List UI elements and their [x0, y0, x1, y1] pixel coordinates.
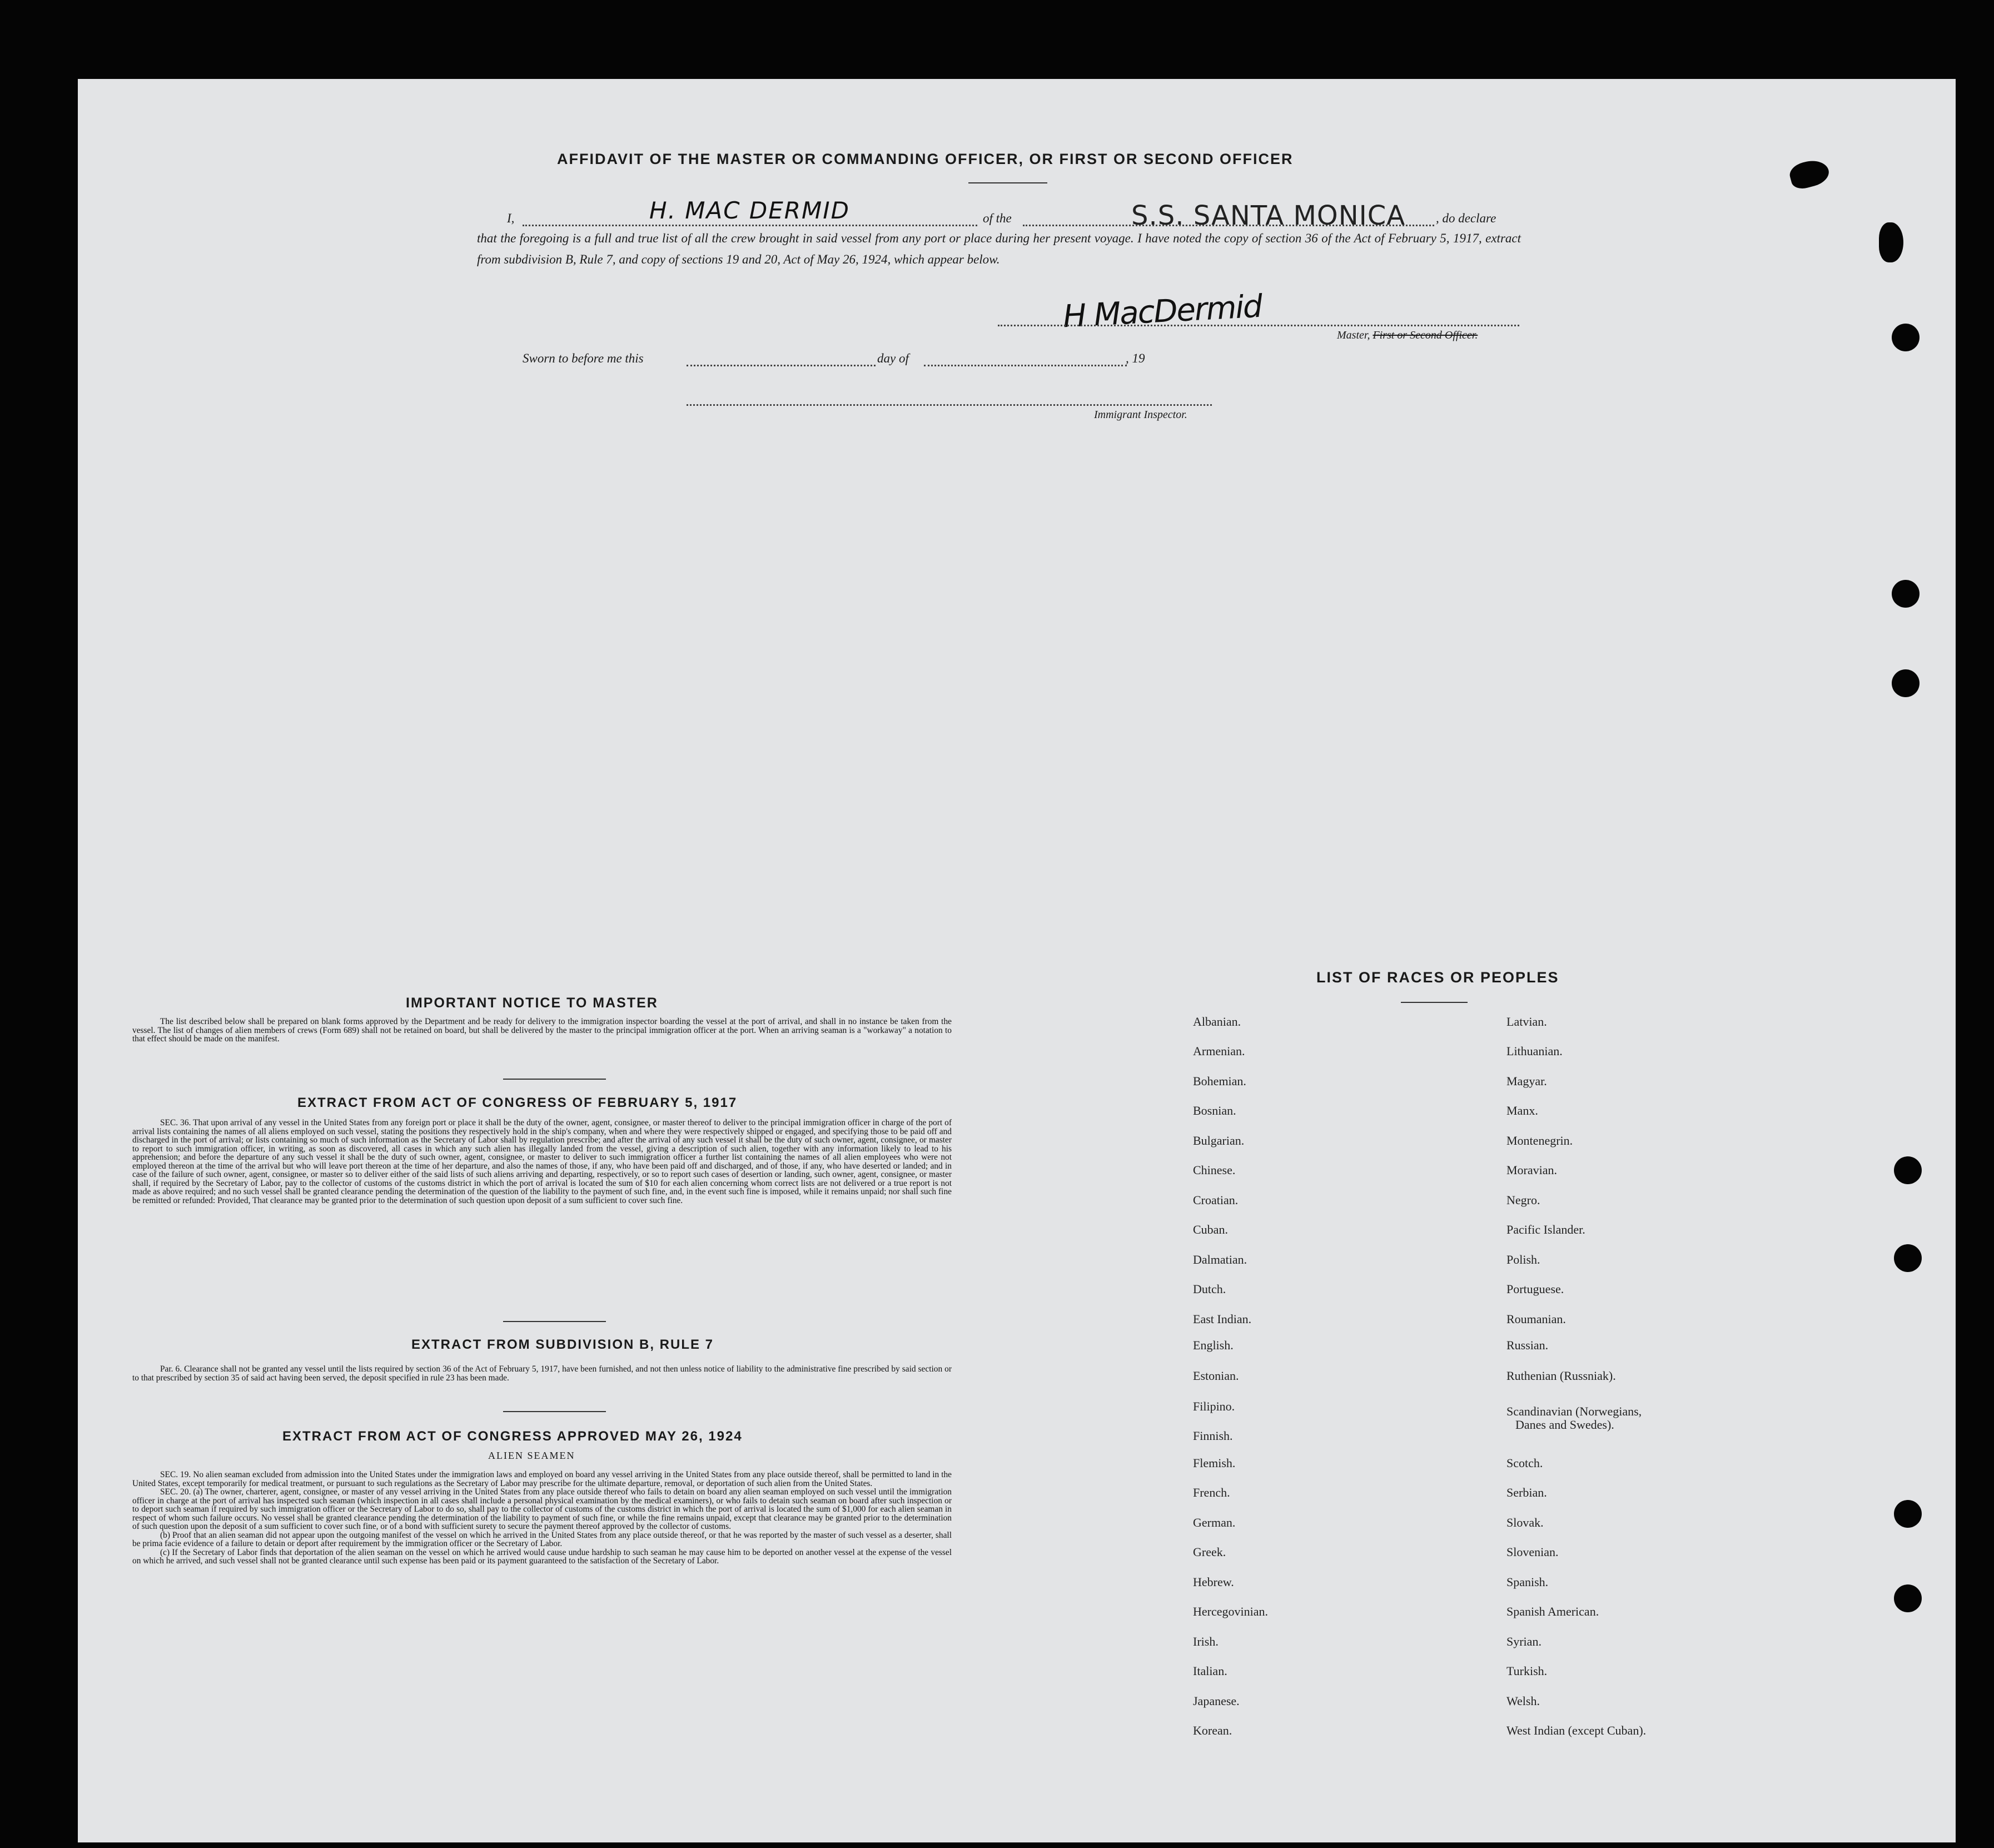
signature-line	[998, 325, 1519, 326]
race-entry: Latvian.	[1506, 1015, 1547, 1029]
race-entry: Dalmatian.	[1193, 1253, 1247, 1266]
sec20a-paragraph: SEC. 20. (a) The owner, charterer, agent, consignee, or master of any vessel arriving in the United States from any place outside thereof who fails to detain on board any alien seaman employed on such vessel until the immigration officer in charge at the port of arrival has inspected such seaman (which inspection in all cases shall include a personal physical examination by the medical examiners), or who fails to detain such seaman on board after such inspection or to deport such seaman if required by such immigration officer or the Secretary of Labor to do so, shall pay to the collector of customs of the customs district in which the port of arrival is located the sum of $1,000 for each alien seaman in respect of whom such failure occurs. No vessel shall be granted clearance pending the determination of the liability to payment of such fine, or while the fine remains unpaid, except that clearance may be granted prior to the determination of such question upon the deposit of a sum sufficient to cover such fine, or of a bond with sufficient surety to secure the payment thereof approved by the collector of customs.	[132, 1487, 952, 1531]
name-blank	[523, 225, 977, 226]
document-page	[78, 79, 1956, 1842]
notice-title: IMPORTANT NOTICE TO MASTER	[406, 995, 658, 1011]
race-entry: Montenegrin.	[1506, 1134, 1573, 1147]
vessel-name-stamp: S.S. SANTA MONICA	[1131, 200, 1406, 231]
affidavit-title: AFFIDAVIT OF THE MASTER OR COMMANDING OFFICER, OR FIRST OR SECOND OFFICER	[557, 151, 1294, 167]
sec19-paragraph: SEC. 19. No alien seaman excluded from admission into the United States under the immigration laws and employed on board any vessel arriving in the United States from any place outside thereof, shall be permitted to land in the United States, except temporarily for medical treatment, or pursuant to such regulations as the Secretary of Labor may prescribe for the ultimate departure, removal, or deportation of such alien from the United States.	[132, 1470, 952, 1488]
affidavit-line-of-the: of the	[983, 211, 1012, 225]
race-entry: Hebrew.	[1193, 1575, 1234, 1589]
race-entry: Moravian.	[1506, 1163, 1558, 1177]
race-entry: Serbian.	[1506, 1486, 1547, 1499]
inspector-signature-line	[687, 404, 1212, 406]
race-entry: Hercegovinian.	[1193, 1604, 1268, 1618]
race-entry: Chinese.	[1193, 1163, 1236, 1177]
sec36-paragraph: SEC. 36. That upon arrival of any vessel in the United States from any foreign port or place it shall be the duty of the owner, agent, consignee, or master thereof to deliver to the principal immigration officer in charge of the port of arrival lists containing the names of all aliens employed on such vessel, stating the positions they respectively hold in the ship's company, when and where they were respectively shipped or engaged, and specifying those to be paid off and discharged in the port of arrival; or lists containing so much of such information as the Secretary of Labor shall by regulation prescribe; and after the arrival of any such vessel it shall be the duty of such owner, agent, consignee, or master to report to such immigration officer, in writing, as soon as discovered, all cases in which any such alien has illegally landed from the vessel, giving a description of such alien, together with any information likely to lead to his apprehension; and before the departure of any such vessel it shall be the duty of such owner, agent, consignee, or master to deliver to such immigration officer a further list containing the names of all alien employees who were not employed thereon at the time of the arrival but who will leave port thereon at the time of her departure, and also the names of those, if any, who have been paid off and discharged, and of those, if any, who have deserted or landed; and in case of the failure of such owner, agent, consignee, or master so to deliver either of the said lists of such aliens arriving and departing, respectively, or so to report such cases of desertion or landing, such owner, agent, consignee, or master shall, if required by the Secretary of Labor, pay to the collector of customs of the customs district in which the port of arrival is located the sum of $10 for each alien concerning whom correct lists are not delivered or a true report is not made as above required; and no such vessel shall be granted clearance pending the determination of the question of the liability to the payment of such fine, and, in the event such fine is imposed, while it remains unpaid; nor shall such fine be remitted or refunded: Provided, That clearance may be granted prior to the determination of such question upon deposit of a sum sufficient to cover such fine.	[132, 1118, 952, 1205]
race-entry: German.	[1193, 1516, 1236, 1529]
race-entry: Italian.	[1193, 1664, 1227, 1678]
officer-name-handwritten: H. MAC DERMID	[649, 197, 850, 224]
race-entry: Russian.	[1506, 1338, 1549, 1352]
race-entry: Welsh.	[1506, 1694, 1540, 1708]
caption-struck: First or Second Officer.	[1373, 329, 1478, 341]
section-divider	[503, 1321, 606, 1322]
sec20b-paragraph: (b) Proof that an alien seaman did not appear upon the outgoing manifest of the vessel on which he arrived in the United States from any place outside thereof, or that he was reported by the master of such vessel as a deserter, shall be prima facie evidence of a failure to detain or deport after requirement by the immigration officer or the Secretary of Labor.	[132, 1530, 952, 1548]
affidavit-body: that the foregoing is a full and true list of all the crew brought in said vessel from any port or place during her present voyage. I have noted the copy of section 36 of the Act of February 5, 1917, extract from subdivision B, Rule 7, and copy of sections 19 and 20, Act of May 26, 1924, which appear below.	[477, 231, 1521, 266]
affidavit-line-prefix: I,	[507, 211, 515, 225]
race-entry: Bulgarian.	[1193, 1134, 1245, 1147]
race-entry: Magyar.	[1506, 1074, 1547, 1088]
binder-hole	[1894, 1156, 1922, 1184]
sworn-prefix: Sworn to before me this	[523, 351, 644, 365]
race-entry: Armenian.	[1193, 1044, 1245, 1058]
binder-hole	[1892, 324, 1920, 351]
par6-paragraph: Par. 6. Clearance shall not be granted any vessel until the lists required by section 36 of the Act of February 5, 1917, have been furnished, and not then unless notice of liability to the administrative fine prescribed by said section or to that prescribed by section 35 of said act having been served, the deposit specified in rule 23 has been made.	[132, 1364, 952, 1383]
race-entry: Korean.	[1193, 1723, 1232, 1737]
race-entry: Finnish.	[1193, 1429, 1233, 1443]
race-entry: Scotch.	[1506, 1456, 1543, 1470]
binder-hole	[1892, 580, 1920, 608]
signer-caption	[1337, 329, 1478, 342]
caption-master: Master,	[1337, 329, 1370, 341]
race-entry: Turkish.	[1506, 1664, 1548, 1678]
race-entry: Dutch.	[1193, 1282, 1226, 1296]
race-entry: Lithuanian.	[1506, 1044, 1563, 1058]
race-entry: East Indian.	[1193, 1312, 1252, 1326]
extract-1917-title: EXTRACT FROM ACT OF CONGRESS OF FEBRUARY 5, 1917	[297, 1095, 738, 1110]
section-divider	[503, 1079, 606, 1080]
race-entry: Spanish American.	[1506, 1604, 1599, 1618]
race-entry: Japanese.	[1193, 1694, 1240, 1708]
section-divider	[503, 1411, 606, 1412]
race-entry: West Indian (except Cuban).	[1506, 1723, 1647, 1737]
race-entry: Irish.	[1193, 1635, 1219, 1648]
extract-1924-text	[132, 1471, 952, 1566]
binder-hole	[1892, 669, 1920, 697]
race-entry: Syrian.	[1506, 1635, 1542, 1648]
sworn-year-label: , 19	[1126, 351, 1145, 365]
extract-1924-title: EXTRACT FROM ACT OF CONGRESS APPROVED MAY 26, 1924	[282, 1429, 743, 1444]
race-entry: Pacific Islander.	[1506, 1223, 1585, 1236]
races-title: LIST OF RACES OR PEOPLES	[1316, 969, 1559, 986]
ink-mark	[1879, 222, 1903, 262]
race-entry: Scandinavian (Norwegians,	[1506, 1404, 1642, 1418]
race-entry: Flemish.	[1193, 1456, 1236, 1470]
extract-1917-text	[132, 1119, 952, 1205]
race-entry: Croatian.	[1193, 1193, 1239, 1207]
notice-paragraph: The list described below shall be prepared on blank forms approved by the Department and be ready for delivery to the immigration inspector boarding the vessel at the port of arrival, and shall in no instance be taken from the vessel. The list of changes of alien members of crews (Form 689) shall not be retained on board, but shall be delivered by the master to the principal immigration officer at the port. When an arriving seaman is a "workaway" a notation to that effect should be made on the manifest.	[132, 1017, 952, 1044]
extract-rule7-text	[132, 1365, 952, 1382]
race-entry-continuation: Danes and Swedes).	[1515, 1418, 1614, 1432]
race-entry: Spanish.	[1506, 1575, 1549, 1589]
sworn-month-blank	[924, 365, 1127, 366]
race-entry: Manx.	[1506, 1104, 1538, 1117]
races-title-divider	[1401, 1002, 1468, 1003]
race-entry: English.	[1193, 1338, 1234, 1352]
race-entry: Polish.	[1506, 1253, 1540, 1266]
binder-hole	[1894, 1244, 1922, 1272]
race-entry: Cuban.	[1193, 1223, 1228, 1236]
extract-1924-subtitle: ALIEN SEAMEN	[488, 1450, 575, 1461]
affidavit-line-suffix: , do declare	[1436, 211, 1496, 225]
race-entry: Bohemian.	[1193, 1074, 1246, 1088]
binder-hole	[1894, 1500, 1922, 1528]
sworn-day-blank	[687, 365, 876, 366]
sec20c-paragraph: (c) If the Secretary of Labor finds that deportation of the alien seaman on the vessel on which he arrived would cause undue hardship to such seaman he may cause him to be deported on another vessel at the expense of the vessel on which he arrived, and such vessel shall not be granted clearance until such expense has been paid or its payment guaranteed to the satisfaction of the Secretary of Labor.	[132, 1547, 952, 1566]
notice-text	[132, 1017, 952, 1044]
inspector-caption: Immigrant Inspector.	[1094, 409, 1187, 421]
extract-rule7-title: EXTRACT FROM SUBDIVISION B, RULE 7	[411, 1337, 714, 1352]
binder-hole	[1894, 1584, 1922, 1612]
master-signature: H MacDermid	[1062, 288, 1263, 335]
race-entry: Estonian.	[1193, 1369, 1239, 1383]
race-entry: Portuguese.	[1506, 1282, 1564, 1296]
title-divider	[968, 182, 1047, 183]
race-entry: Greek.	[1193, 1545, 1226, 1559]
race-entry: Negro.	[1506, 1193, 1540, 1207]
race-entry: Ruthenian (Russniak).	[1506, 1369, 1616, 1383]
race-entry: Slovenian.	[1506, 1545, 1559, 1559]
race-entry: Filipino.	[1193, 1399, 1235, 1413]
race-entry: Roumanian.	[1506, 1312, 1566, 1326]
sworn-day-label: day of	[877, 351, 909, 365]
race-entry: French.	[1193, 1486, 1230, 1499]
race-entry: Slovak.	[1506, 1516, 1544, 1529]
race-entry: Albanian.	[1193, 1015, 1241, 1029]
race-entry: Bosnian.	[1193, 1104, 1236, 1117]
